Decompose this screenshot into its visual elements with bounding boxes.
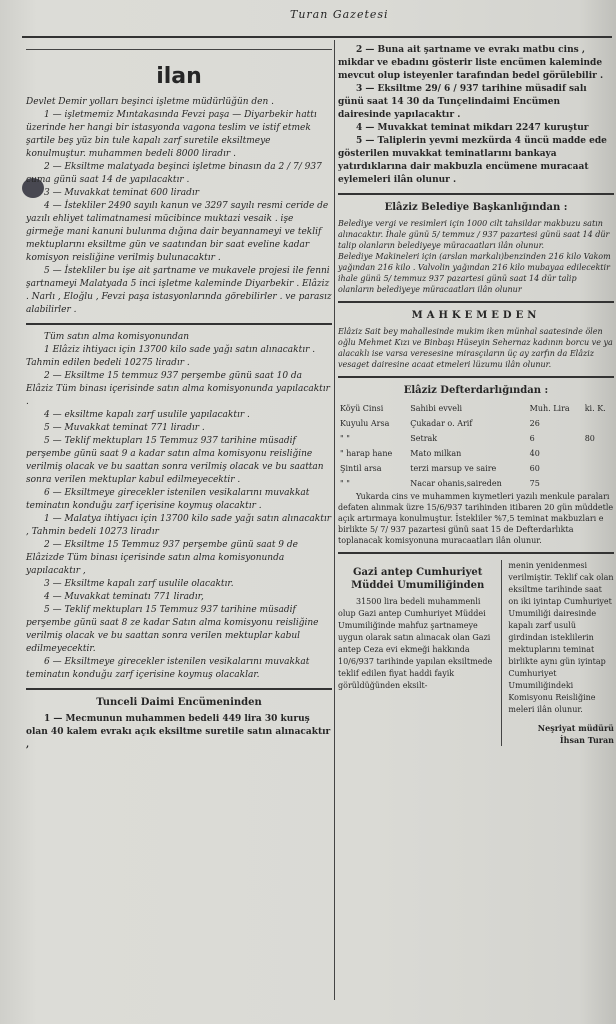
divider [26, 688, 332, 690]
belediye-title: Elâziz Belediye Başkanlığından : [384, 202, 568, 213]
tunceli-title: Tunceli Daimi Encümeninden [96, 697, 262, 708]
table-cell [583, 476, 614, 491]
table-cell: terzi marsup ve saire [410, 464, 497, 473]
tum-notice [26, 331, 332, 682]
notice-line: 5 — Teklif mektupları 15 Temmuz 937 tarihine müsadif perşembe günü saat 8 ze kadar Satın alma komisyonu reisliğine verilmiş olacak ve bu saattan sonra verilen mektuplar kabul edilmeyecektir. [26, 605, 319, 654]
mahkeme-text: Elâziz Sait bey mahallesinde mukim iken münhal saatesinde ölen oğlu Mehmet Kızı ve Binbaşı Hüseyin Sehernaz kadının borcu ve ya alacaklı ise varsa veresesine mirasçıların üç ay zarfın da Elâziz vesaget dairesine acaat etmeleri lüzumu ilân olunur. [338, 327, 613, 369]
notice-line: 2 — Buna ait şartname ve evrakı matbu cins , mikdar ve ebadını gösterir liste encümen kaleminde mevcut olup isteyenler tarafından bedel görülebilir . [338, 45, 604, 81]
notice-line: 3 — Eksiltme 29/ 6 / 937 tarihine müsadif salı günü saat 14 30 da Tunçelindaimi Encümen dairesinde yapılacaktır . [338, 84, 587, 120]
table-cell: " harap hane [340, 449, 393, 458]
notice-line: 1 Elâziz ihtiyacı için 13700 kilo sade yağı satın alınacaktır . Tahmin edilen bedeli 10275 liradır . [26, 345, 316, 368]
notice-line: 5 — İstekliler bu işe ait şartname ve mukavele projesi ile fenni şartnameyi Malatyada 5 inci işletme kaleminde Diyarbekir . Elâziz . Narlı , Eloğlu , Fevzi paşa istasyonlarında görebilirler . ve parasız alabilirler . [26, 266, 332, 315]
divider [338, 301, 614, 303]
column-header: Köyü Cinsi [340, 404, 384, 413]
divider [26, 49, 332, 50]
property-table [338, 401, 614, 491]
table-cell: " " [340, 479, 350, 488]
tunceli-text: 1 — Mecmunun muhammen bedeli 449 lira 30 kuruş olan 40 kalem evrakı açık eksiltme suretile satın alınacaktır , [26, 714, 331, 750]
notice-line: 4 — eksiltme kapalı zarf usulile yapılacaktır . [44, 410, 250, 420]
gazi-right [508, 560, 614, 746]
notice-line: 2 — Eksiltme malatyada beşinci işletme binasın da 2 / 7/ 937 cuma günü saat 14 de yapılacaktır . [26, 162, 322, 185]
table-cell: Setrak [410, 434, 438, 443]
notice-line: 4 — Muvakkat teminat mikdarı 2247 kuruştur [356, 123, 589, 133]
table-row [338, 416, 614, 431]
notice-line: 3 — Muvakkat teminat 600 liradır [44, 188, 200, 198]
table-cell: Nacar ohanis,saireden [410, 479, 502, 488]
table-cell: 26 [529, 419, 540, 428]
defterdar-text: Yukarda cins ve muhammen kıymetleri yazılı menkule paraları defaten alınmak üzre 15/6/937 tarihinden itibaren 20 gün müddetle açık artırmaya konulmuştur. İstekliler %7,5 teminat makbuzları e birlikte 5/ 7/ 937 pazartesi günü saat 15 de Defterdarlıkta toplanacak komisyonuna muracaatları ilân olunur. [338, 492, 614, 545]
notice-line: 5 — Muvakkat teminat 771 liradır . [44, 423, 205, 433]
devlet-notice [26, 96, 332, 317]
table-cell: 80 [584, 434, 595, 443]
notice-line: 2 — Eksiltme 15 Temmuz 937 perşembe günü saat 9 de Elâzizde Tüm binası içerisinde satın alma komisyonunda yapılacaktır , [26, 540, 298, 576]
tunceli-continued [338, 44, 614, 187]
defterdar-title: Elâziz Defterdarlığından : [403, 385, 549, 396]
divider [338, 552, 614, 554]
table-header-row [338, 401, 614, 416]
mahkeme-title: MAHKEMEDEN [411, 310, 541, 321]
masthead: Turan Gazetesi [290, 8, 389, 21]
notice-line: 6 — Eksiltmeye girecekler istenilen vesikalarını muvakkat teminatın konduğu zarf içerisine koymuş olacaktır . [26, 488, 310, 511]
notice-line: 3 — Eksiltme kapalı zarf usulile olacaktır. [44, 579, 234, 589]
notice-line: 2 — Eksiltme 15 temmuz 937 perşembe günü saat 10 da Elâziz Tüm binası içerisinde satın alma komisyonunda yapılacaktır . [26, 371, 330, 407]
notice-line: 1 — Malatya ihtiyacı için 13700 kilo sade yağı satın alınacaktır , Tahmin bedeli 10273 liradır [26, 514, 331, 537]
column-header: ki. K. [584, 404, 606, 413]
notice-line: Belediye Makineleri için (arslan markalı)benzinden 216 kilo Vakom yağından 216 kilo . Valvolin yağından 216 kilo mubayaa edilecektir ihale günü 5/ temmuz 937 pazartesi günü saat 14 dür talip olanların belediyeye müracaatları ilân olunur [338, 252, 611, 294]
gazi-left [338, 560, 502, 746]
top-rule [22, 36, 612, 38]
table-cell: Mato milkan [410, 449, 462, 458]
column-header: Muh. Lira [529, 404, 570, 413]
table-cell: 60 [529, 464, 540, 473]
table-cell: 75 [529, 479, 540, 488]
table-cell: Kuyulu Arsa [340, 419, 390, 428]
notice-line: Belediye vergi ve resimleri için 1000 cilt tahsildar makbuzu satın alınacaktır. İhale günü 5/ temmuz / 937 pazartesi günü saat 14 dür talip olanların belediyeye müracaatları ilân olunur. [338, 219, 610, 250]
notice-line: 1 — işletmemiz Mıntakasında Fevzi paşa — Diyarbekir hattı üzerinde her hangi bir istasyonda vagona teslim ve istif etmek şartile beş yüz bin tule kapalı zarf suretile eksiltmeye konulmuştur. muhammen bedeli 8000 liradır . [26, 110, 317, 159]
table-cell [583, 416, 614, 431]
notice-line: Devlet Demir yolları beşinci işletme müdürlüğün den . [26, 97, 274, 107]
table-cell: 40 [529, 449, 540, 458]
notice-line: 4 — Muvakkat teminatı 771 liradır, [44, 592, 204, 602]
signature-title: Neşriyat müdürü [537, 723, 614, 733]
notice-line: Tüm satın alma komisyonundan [44, 332, 190, 342]
table-cell: " " [340, 434, 350, 443]
right-column [338, 44, 614, 746]
notice-line: 6 — Eksiltmeye girecekler istenilen vesikalarını muvakkat teminatın konduğu zarf içerisine koymuş olacaklar. [26, 657, 310, 680]
column-header: Sahibi evveli [410, 404, 463, 413]
gazi-title: Gazi antep Cumhuriyet Müddei Umumiliğinden [351, 567, 485, 591]
gazi-text: 31500 lira bedeli muhammenli olup Gazi antep Cumhuriyet Müddei Umumiliğinde mahfuz şartnameye uygun olarak satın alınacak olan Gazi antep Ceza evi ekmeği hakkında 10/6/937 tarihinde yapılan eksiltmede teklif edilen fiyat haddi fayik görüldüğünden eksilt- [338, 597, 493, 690]
notice-line: 5 — Teklif mektupları 15 Temmuz 937 tarihine müsadif perşembe günü saat 9 a kadar satın alma komisyonu reisliğine verilmiş olacak ve bu saattan sonra verilmiş olacak ve bu saattan sonra verilen mektuplar kabul edilmeyecektir . [26, 436, 324, 485]
table-row [338, 461, 614, 476]
divider [338, 193, 614, 195]
ilan-title: ilan [156, 64, 202, 89]
table-cell: Şintil arsa [340, 464, 382, 473]
table-row [338, 446, 614, 461]
left-column [26, 44, 332, 752]
belediye-notice [338, 218, 614, 295]
divider [26, 323, 332, 325]
table-cell: 6 [529, 434, 535, 443]
gazi-notice [338, 560, 614, 746]
table-cell: Çukadar o. Arif [410, 419, 473, 428]
table-row [338, 476, 614, 491]
table-row [338, 431, 614, 446]
signature-name: İhsan Turan [559, 735, 614, 745]
table-cell [583, 446, 614, 461]
divider [338, 376, 614, 378]
gazi-continued: menin yenidenmesi verilmiştir. Teklif cak olan eksiltme tarihinde saat on iki iyintap Cumhuriyet Umumiliği dairesinde kapalı zarf usulü girdindan isteklilerin mektuplarını teminat birlikte aynı gün iyintap Cumhuriyet Umumiliğindeki Komisyonu Reisliğine meleri ilân olunur. [508, 561, 614, 714]
notice-line: 5 — Taliplerin yevmi mezkürda 4 üncü madde ede gösterilen muvakkat teminatlarını bankaya yatırdıklarına dair makbuzla encümene muracaat eylemeleri ilân olunur . [338, 136, 607, 185]
notice-line: 4 — İstekliler 2490 sayılı kanun ve 3297 sayılı resmi ceride de yazılı ehliyet talimatnamesi mücibince muktazi vesaik . işe girmeğe mani kanuni bulunma dığına dair beyannameyi ve teklif mektuplarını eksiltme gün ve saatından bir saat eveline kadar komisyon reisliğine verilmiş bulunacaktır . [26, 201, 329, 263]
column-divider [334, 40, 335, 1000]
table-cell [583, 461, 614, 476]
